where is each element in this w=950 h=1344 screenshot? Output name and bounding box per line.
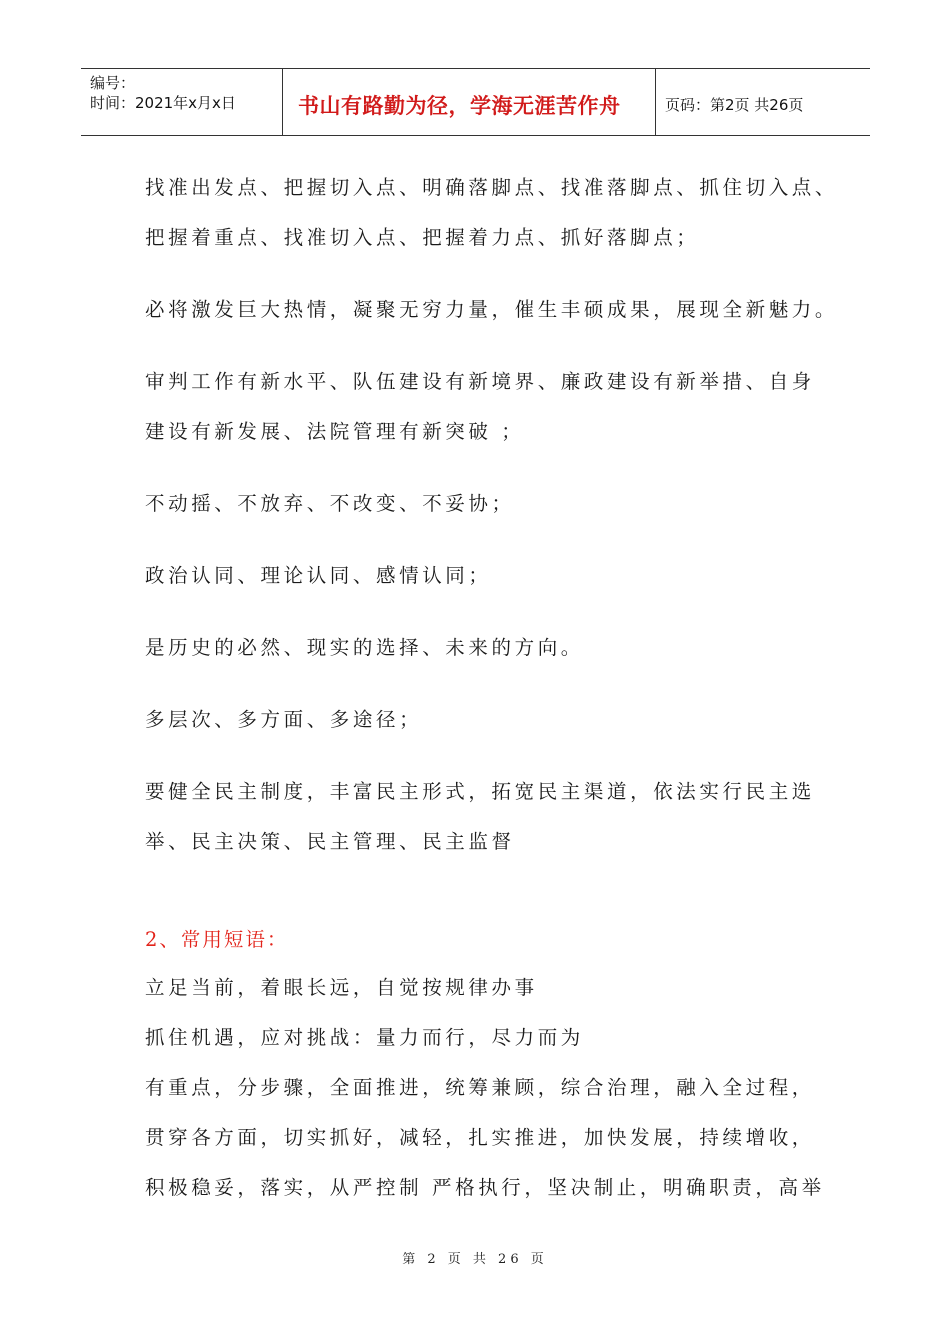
phrase-line: 立足当前，着眼长远，自觉按规律办事 (145, 976, 538, 999)
header-time-label: 时间：2021年x月x日 (90, 94, 236, 112)
section-heading: 2、常用短语： (145, 928, 289, 951)
header-divider-left (282, 68, 283, 136)
body-line: 要健全民主制度，丰富民主形式，拓宽民主渠道，依法实行民主选 (145, 780, 815, 803)
header-divider-right (655, 68, 656, 136)
phrase-line: 贯穿各方面，切实抓好，减轻，扎实推进，加快发展，持续增收， (145, 1126, 815, 1149)
body-line: 必将激发巨大热情，凝聚无穷力量，催生丰硕成果，展现全新魅力。 (145, 298, 839, 321)
body-line: 找准出发点、把握切入点、明确落脚点、找准落脚点、抓住切入点、 (145, 176, 839, 199)
body-line: 政治认同、理论认同、感情认同； (145, 564, 492, 587)
phrase-line: 有重点，分步骤，全面推进，统筹兼顾，综合治理，融入全过程， (145, 1076, 815, 1099)
body-line: 多层次、多方面、多途径； (145, 708, 423, 731)
body-line: 不动摇、不放弃、不改变、不妥协； (145, 492, 515, 515)
body-line: 把握着重点、找准切入点、把握着力点、抓好落脚点； (145, 226, 700, 249)
body-line: 建设有新发展、法院管理有新突破 ； (145, 420, 525, 443)
body-line: 是历史的必然、现实的选择、未来的方向。 (145, 636, 584, 659)
phrase-line: 积极稳妥，落实，从严控制 严格执行，坚决制止，明确职责，高举 (145, 1176, 825, 1199)
header-id-label: 编号： (90, 74, 136, 92)
body-line: 举、民主决策、民主管理、民主监督 (145, 830, 515, 853)
header-motto: 书山有路勤为径，学海无涯苦作舟 (298, 94, 621, 118)
phrase-line: 抓住机遇，应对挑战：量力而行，尽力而为 (145, 1026, 584, 1049)
body-line: 审判工作有新水平、队伍建设有新境界、廉政建设有新举措、自身 (145, 370, 815, 393)
page-footer: 第 2 页 共 26 页 (402, 1252, 548, 1267)
header-top-rule (81, 68, 870, 69)
header-bottom-rule (81, 135, 870, 136)
header-page-info: 页码：第2页 共26页 (665, 96, 804, 114)
